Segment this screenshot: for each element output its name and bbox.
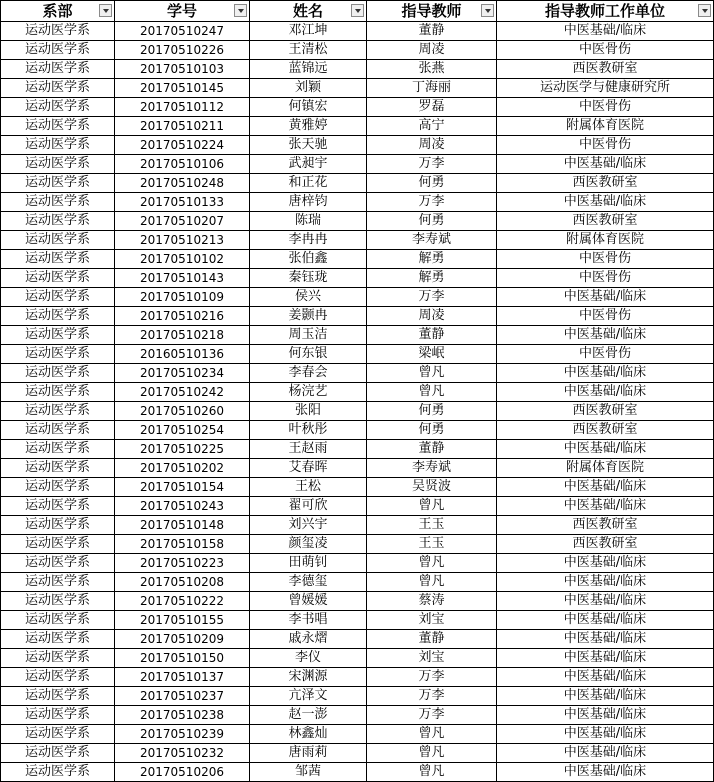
- advisor-unit-cell[interactable]: 中医骨伤: [497, 307, 714, 326]
- name-cell[interactable]: 颜玺凌: [250, 535, 367, 554]
- department-cell[interactable]: 运动医学系: [1, 744, 115, 763]
- student-id-cell[interactable]: 20170510209: [115, 630, 250, 649]
- name-cell[interactable]: 姜颢冉: [250, 307, 367, 326]
- table-row: [1, 326, 714, 345]
- student-id-cell[interactable]: 20170510145: [115, 79, 250, 98]
- student-id-cell[interactable]: 20170510155: [115, 611, 250, 630]
- student-id-cell[interactable]: 20170510239: [115, 725, 250, 744]
- name-cell[interactable]: 田萌钊: [250, 554, 367, 573]
- department-cell[interactable]: 运动医学系: [1, 592, 115, 611]
- student-id-cell[interactable]: 20170510232: [115, 744, 250, 763]
- department-cell[interactable]: 运动医学系: [1, 193, 115, 212]
- advisor-unit-cell[interactable]: 西医教研室: [497, 174, 714, 193]
- name-cell[interactable]: 刘颖: [250, 79, 367, 98]
- table-row: [1, 22, 714, 41]
- advisor-cell[interactable]: 万李: [367, 668, 497, 687]
- name-cell[interactable]: 李仪: [250, 649, 367, 668]
- advisor-unit-cell[interactable]: 西医教研室: [497, 402, 714, 421]
- table-row: [1, 193, 714, 212]
- table-row: [1, 174, 714, 193]
- table-row: [1, 687, 714, 706]
- advisor-cell[interactable]: 万李: [367, 706, 497, 725]
- advisor-unit-cell[interactable]: 中医骨伤: [497, 41, 714, 60]
- advisor-cell[interactable]: 刘宝: [367, 649, 497, 668]
- header-department: 系部: [1, 1, 115, 22]
- name-cell[interactable]: 亢泽文: [250, 687, 367, 706]
- student-id-cell[interactable]: 20170510225: [115, 440, 250, 459]
- name-cell[interactable]: 叶秋彤: [250, 421, 367, 440]
- table-row: [1, 744, 714, 763]
- student-id-cell[interactable]: 20170510224: [115, 136, 250, 155]
- department-cell[interactable]: 运动医学系: [1, 326, 115, 345]
- advisor-unit-cell[interactable]: 中医基础/临床: [497, 364, 714, 383]
- advisor-unit-cell[interactable]: 中医基础/临床: [497, 478, 714, 497]
- filter-dropdown-icon[interactable]: [99, 4, 112, 17]
- department-cell[interactable]: 运动医学系: [1, 231, 115, 250]
- student-id-cell[interactable]: 20170510112: [115, 98, 250, 117]
- advisor-cell[interactable]: 罗磊: [367, 98, 497, 117]
- department-cell[interactable]: 运动医学系: [1, 174, 115, 193]
- table-row: [1, 117, 714, 136]
- table-row: [1, 155, 714, 174]
- department-cell[interactable]: 运动医学系: [1, 22, 115, 41]
- advisor-cell[interactable]: 曾凡: [367, 744, 497, 763]
- student-id-cell[interactable]: 20170510248: [115, 174, 250, 193]
- advisor-cell[interactable]: 何勇: [367, 402, 497, 421]
- table-row: [1, 383, 714, 402]
- advisor-cell[interactable]: 董静: [367, 22, 497, 41]
- table-row: [1, 554, 714, 573]
- advisor-unit-cell[interactable]: 中医基础/临床: [497, 611, 714, 630]
- header-name: 姓名: [250, 1, 367, 22]
- name-cell[interactable]: 戚永熠: [250, 630, 367, 649]
- advisor-unit-cell[interactable]: 西医教研室: [497, 212, 714, 231]
- student-id-cell[interactable]: 20170510143: [115, 269, 250, 288]
- advisor-cell[interactable]: 李寿斌: [367, 459, 497, 478]
- name-cell[interactable]: 杨浣艺: [250, 383, 367, 402]
- student-id-cell[interactable]: 20170510222: [115, 592, 250, 611]
- student-id-cell[interactable]: 20170510213: [115, 231, 250, 250]
- advisor-cell[interactable]: 周凌: [367, 136, 497, 155]
- table-row: [1, 136, 714, 155]
- name-cell[interactable]: 蓝锦远: [250, 60, 367, 79]
- advisor-unit-cell[interactable]: 中医基础/临床: [497, 668, 714, 687]
- header-advisor: 指导教师: [367, 1, 497, 22]
- student-id-cell[interactable]: 20170510109: [115, 288, 250, 307]
- advisor-unit-cell[interactable]: 中医基础/临床: [497, 706, 714, 725]
- filter-dropdown-icon[interactable]: [234, 4, 247, 17]
- table-row: [1, 592, 714, 611]
- table-row: [1, 212, 714, 231]
- advisor-cell[interactable]: 吴贤波: [367, 478, 497, 497]
- department-cell[interactable]: 运动医学系: [1, 383, 115, 402]
- student-id-cell[interactable]: 20170510103: [115, 60, 250, 79]
- student-id-cell[interactable]: 20170510254: [115, 421, 250, 440]
- name-cell[interactable]: 翟可欣: [250, 497, 367, 516]
- department-cell[interactable]: 运动医学系: [1, 687, 115, 706]
- table-row: [1, 250, 714, 269]
- table-row: [1, 307, 714, 326]
- table-row: [1, 79, 714, 98]
- department-cell[interactable]: 运动医学系: [1, 155, 115, 174]
- table-row: [1, 516, 714, 535]
- table-row: [1, 497, 714, 516]
- advisor-unit-cell[interactable]: 中医基础/临床: [497, 326, 714, 345]
- table-row: [1, 41, 714, 60]
- advisor-unit-cell[interactable]: 西医教研室: [497, 421, 714, 440]
- name-cell[interactable]: 何镇宏: [250, 98, 367, 117]
- table-row: [1, 706, 714, 725]
- name-cell[interactable]: 宋渊源: [250, 668, 367, 687]
- advisor-unit-cell[interactable]: 中医骨伤: [497, 250, 714, 269]
- department-cell[interactable]: 运动医学系: [1, 250, 115, 269]
- advisor-cell[interactable]: 董静: [367, 326, 497, 345]
- name-cell[interactable]: 艾春晖: [250, 459, 367, 478]
- table-row: [1, 459, 714, 478]
- table-row: [1, 402, 714, 421]
- student-id-cell[interactable]: 20170510158: [115, 535, 250, 554]
- advisor-cell[interactable]: 曾凡: [367, 725, 497, 744]
- name-cell[interactable]: 唐雨莉: [250, 744, 367, 763]
- header-row: [1, 1, 714, 22]
- advisor-cell[interactable]: 解勇: [367, 250, 497, 269]
- advisor-unit-cell[interactable]: 中医基础/临床: [497, 592, 714, 611]
- department-cell[interactable]: 运动医学系: [1, 440, 115, 459]
- name-cell[interactable]: 曾媛媛: [250, 592, 367, 611]
- student-id-cell[interactable]: 20170510226: [115, 41, 250, 60]
- department-cell[interactable]: 运动医学系: [1, 288, 115, 307]
- name-cell[interactable]: 李冉冉: [250, 231, 367, 250]
- advisor-unit-cell[interactable]: 中医基础/临床: [497, 554, 714, 573]
- advisor-unit-cell[interactable]: 中医骨伤: [497, 269, 714, 288]
- table-row: [1, 668, 714, 687]
- name-cell[interactable]: 张阳: [250, 402, 367, 421]
- advisor-unit-cell[interactable]: 中医基础/临床: [497, 383, 714, 402]
- table-row: [1, 535, 714, 554]
- advisor-cell[interactable]: 万李: [367, 155, 497, 174]
- department-cell[interactable]: 运动医学系: [1, 725, 115, 744]
- student-id-cell[interactable]: 20170510211: [115, 117, 250, 136]
- name-cell[interactable]: 陈瑞: [250, 212, 367, 231]
- department-cell[interactable]: 运动医学系: [1, 307, 115, 326]
- table-body: [1, 22, 714, 782]
- student-id-cell[interactable]: 20170510150: [115, 649, 250, 668]
- header-advisor-unit: 指导教师工作单位: [497, 1, 714, 22]
- department-cell[interactable]: 运动医学系: [1, 212, 115, 231]
- advisor-unit-cell[interactable]: 西医教研室: [497, 535, 714, 554]
- table-row: [1, 763, 714, 782]
- advisor-unit-cell[interactable]: 西医教研室: [497, 516, 714, 535]
- advisor-unit-cell[interactable]: 中医基础/临床: [497, 497, 714, 516]
- advisor-cell[interactable]: 周凌: [367, 307, 497, 326]
- table-row: [1, 630, 714, 649]
- department-cell[interactable]: 运动医学系: [1, 649, 115, 668]
- student-id-cell[interactable]: 20170510234: [115, 364, 250, 383]
- student-id-cell[interactable]: 20170510237: [115, 687, 250, 706]
- advisor-cell[interactable]: 曾凡: [367, 383, 497, 402]
- advisor-unit-cell[interactable]: 中医基础/临床: [497, 573, 714, 592]
- header-student-id: 学号: [115, 1, 250, 22]
- department-cell[interactable]: 运动医学系: [1, 459, 115, 478]
- department-cell[interactable]: 运动医学系: [1, 60, 115, 79]
- name-cell[interactable]: 张伯鑫: [250, 250, 367, 269]
- department-cell[interactable]: 运动医学系: [1, 763, 115, 782]
- table-row: [1, 611, 714, 630]
- name-cell[interactable]: 李德玺: [250, 573, 367, 592]
- name-cell[interactable]: 黄雅婷: [250, 117, 367, 136]
- filter-dropdown-icon[interactable]: [351, 4, 364, 17]
- department-cell[interactable]: 运动医学系: [1, 516, 115, 535]
- student-id-cell[interactable]: 20170510202: [115, 459, 250, 478]
- name-cell[interactable]: 秦钰珑: [250, 269, 367, 288]
- advisor-cell[interactable]: 董静: [367, 440, 497, 459]
- advisor-cell[interactable]: 曾凡: [367, 554, 497, 573]
- student-id-cell[interactable]: 20170510133: [115, 193, 250, 212]
- department-cell[interactable]: 运动医学系: [1, 117, 115, 136]
- table-row: [1, 421, 714, 440]
- department-cell[interactable]: 运动医学系: [1, 364, 115, 383]
- department-cell[interactable]: 运动医学系: [1, 554, 115, 573]
- student-id-cell[interactable]: 20170510137: [115, 668, 250, 687]
- name-cell[interactable]: 周玉洁: [250, 326, 367, 345]
- department-cell[interactable]: 运动医学系: [1, 41, 115, 60]
- department-cell[interactable]: 运动医学系: [1, 345, 115, 364]
- department-cell[interactable]: 运动医学系: [1, 478, 115, 497]
- advisor-unit-cell[interactable]: 附属体育医院: [497, 231, 714, 250]
- table-row: [1, 725, 714, 744]
- department-cell[interactable]: 运动医学系: [1, 668, 115, 687]
- table-row: [1, 573, 714, 592]
- advisor-cell[interactable]: 何勇: [367, 174, 497, 193]
- table-row: [1, 345, 714, 364]
- name-cell[interactable]: 李春会: [250, 364, 367, 383]
- advisor-unit-cell[interactable]: 西医教研室: [497, 60, 714, 79]
- advisor-unit-cell[interactable]: 中医基础/临床: [497, 630, 714, 649]
- student-id-cell[interactable]: 20170510223: [115, 554, 250, 573]
- department-cell[interactable]: 运动医学系: [1, 136, 115, 155]
- advisor-cell[interactable]: 丁海丽: [367, 79, 497, 98]
- advisor-cell[interactable]: 蔡涛: [367, 592, 497, 611]
- table-row: [1, 98, 714, 117]
- advisor-cell[interactable]: 曾凡: [367, 763, 497, 782]
- student-id-cell[interactable]: 20160510136: [115, 345, 250, 364]
- filter-dropdown-icon[interactable]: [481, 4, 494, 17]
- name-cell[interactable]: 邹茜: [250, 763, 367, 782]
- advisor-cell[interactable]: 曾凡: [367, 497, 497, 516]
- department-cell[interactable]: 运动医学系: [1, 98, 115, 117]
- name-cell[interactable]: 李书唱: [250, 611, 367, 630]
- advisor-unit-cell[interactable]: 中医骨伤: [497, 136, 714, 155]
- advisor-unit-cell[interactable]: 中医基础/临床: [497, 687, 714, 706]
- department-cell[interactable]: 运动医学系: [1, 573, 115, 592]
- student-id-cell[interactable]: 20170510238: [115, 706, 250, 725]
- advisor-cell[interactable]: 张燕: [367, 60, 497, 79]
- advisor-unit-cell[interactable]: 中医骨伤: [497, 345, 714, 364]
- name-cell[interactable]: 赵一澎: [250, 706, 367, 725]
- advisor-cell[interactable]: 曾凡: [367, 573, 497, 592]
- name-cell[interactable]: 唐梓钧: [250, 193, 367, 212]
- table-row: [1, 364, 714, 383]
- advisor-cell[interactable]: 董静: [367, 630, 497, 649]
- table-row: [1, 269, 714, 288]
- department-cell[interactable]: 运动医学系: [1, 611, 115, 630]
- name-cell[interactable]: 张天驰: [250, 136, 367, 155]
- advisor-unit-cell[interactable]: 中医基础/临床: [497, 193, 714, 212]
- name-cell[interactable]: 王清松: [250, 41, 367, 60]
- advisor-unit-cell[interactable]: 中医基础/临床: [497, 744, 714, 763]
- name-cell[interactable]: 刘兴宇: [250, 516, 367, 535]
- name-cell[interactable]: 邓江坤: [250, 22, 367, 41]
- advisor-cell[interactable]: 王玉: [367, 535, 497, 554]
- advisor-cell[interactable]: 万李: [367, 687, 497, 706]
- advisor-unit-cell[interactable]: 中医骨伤: [497, 98, 714, 117]
- department-cell[interactable]: 运动医学系: [1, 535, 115, 554]
- advisor-cell[interactable]: 何勇: [367, 421, 497, 440]
- name-cell[interactable]: 和正花: [250, 174, 367, 193]
- advisor-unit-cell[interactable]: 中医基础/临床: [497, 288, 714, 307]
- department-cell[interactable]: 运动医学系: [1, 269, 115, 288]
- student-id-cell[interactable]: 20170510154: [115, 478, 250, 497]
- student-id-cell[interactable]: 20170510148: [115, 516, 250, 535]
- advisor-cell[interactable]: 李寿斌: [367, 231, 497, 250]
- student-id-cell[interactable]: 20170510260: [115, 402, 250, 421]
- advisor-unit-cell[interactable]: 中医基础/临床: [497, 22, 714, 41]
- advisor-cell[interactable]: 周凌: [367, 41, 497, 60]
- advisor-unit-cell[interactable]: 中医基础/临床: [497, 440, 714, 459]
- name-cell[interactable]: 侯兴: [250, 288, 367, 307]
- name-cell[interactable]: 武昶宇: [250, 155, 367, 174]
- table-row: [1, 649, 714, 668]
- advisor-cell[interactable]: 高宁: [367, 117, 497, 136]
- student-id-cell[interactable]: 20170510206: [115, 763, 250, 782]
- department-cell[interactable]: 运动医学系: [1, 79, 115, 98]
- table-row: [1, 478, 714, 497]
- table-row: [1, 231, 714, 250]
- advisor-cell[interactable]: 解勇: [367, 269, 497, 288]
- department-cell[interactable]: 运动医学系: [1, 421, 115, 440]
- student-id-cell[interactable]: 20170510208: [115, 573, 250, 592]
- advisor-unit-cell[interactable]: 运动医学与健康研究所: [497, 79, 714, 98]
- advisor-cell[interactable]: 梁岷: [367, 345, 497, 364]
- table-row: [1, 288, 714, 307]
- advisor-unit-cell[interactable]: 中医基础/临床: [497, 155, 714, 174]
- table-row: [1, 60, 714, 79]
- name-cell[interactable]: 何东银: [250, 345, 367, 364]
- advisor-unit-cell[interactable]: 附属体育医院: [497, 459, 714, 478]
- department-cell[interactable]: 运动医学系: [1, 630, 115, 649]
- advisor-cell[interactable]: 万李: [367, 288, 497, 307]
- advisor-cell[interactable]: 万李: [367, 193, 497, 212]
- advisor-cell[interactable]: 刘宝: [367, 611, 497, 630]
- advisor-cell[interactable]: 何勇: [367, 212, 497, 231]
- advisor-unit-cell[interactable]: 中医基础/临床: [497, 763, 714, 782]
- department-cell[interactable]: 运动医学系: [1, 497, 115, 516]
- student-id-cell[interactable]: 20170510216: [115, 307, 250, 326]
- department-cell[interactable]: 运动医学系: [1, 706, 115, 725]
- student-id-cell[interactable]: 20170510106: [115, 155, 250, 174]
- department-cell[interactable]: 运动医学系: [1, 402, 115, 421]
- name-cell[interactable]: 林鑫灿: [250, 725, 367, 744]
- student-id-cell[interactable]: 20170510247: [115, 22, 250, 41]
- student-id-cell[interactable]: 20170510218: [115, 326, 250, 345]
- student-id-cell[interactable]: 20170510207: [115, 212, 250, 231]
- student-id-cell[interactable]: 20170510243: [115, 497, 250, 516]
- advisor-cell[interactable]: 王玉: [367, 516, 497, 535]
- name-cell[interactable]: 王松: [250, 478, 367, 497]
- table-row: [1, 440, 714, 459]
- advisor-cell[interactable]: 曾凡: [367, 364, 497, 383]
- name-cell[interactable]: 王赵雨: [250, 440, 367, 459]
- student-id-cell[interactable]: 20170510102: [115, 250, 250, 269]
- student-id-cell[interactable]: 20170510242: [115, 383, 250, 402]
- advisor-unit-cell[interactable]: 中医基础/临床: [497, 725, 714, 744]
- filter-dropdown-icon[interactable]: [698, 4, 711, 17]
- advisor-unit-cell[interactable]: 中医基础/临床: [497, 649, 714, 668]
- advisor-unit-cell[interactable]: 附属体育医院: [497, 117, 714, 136]
